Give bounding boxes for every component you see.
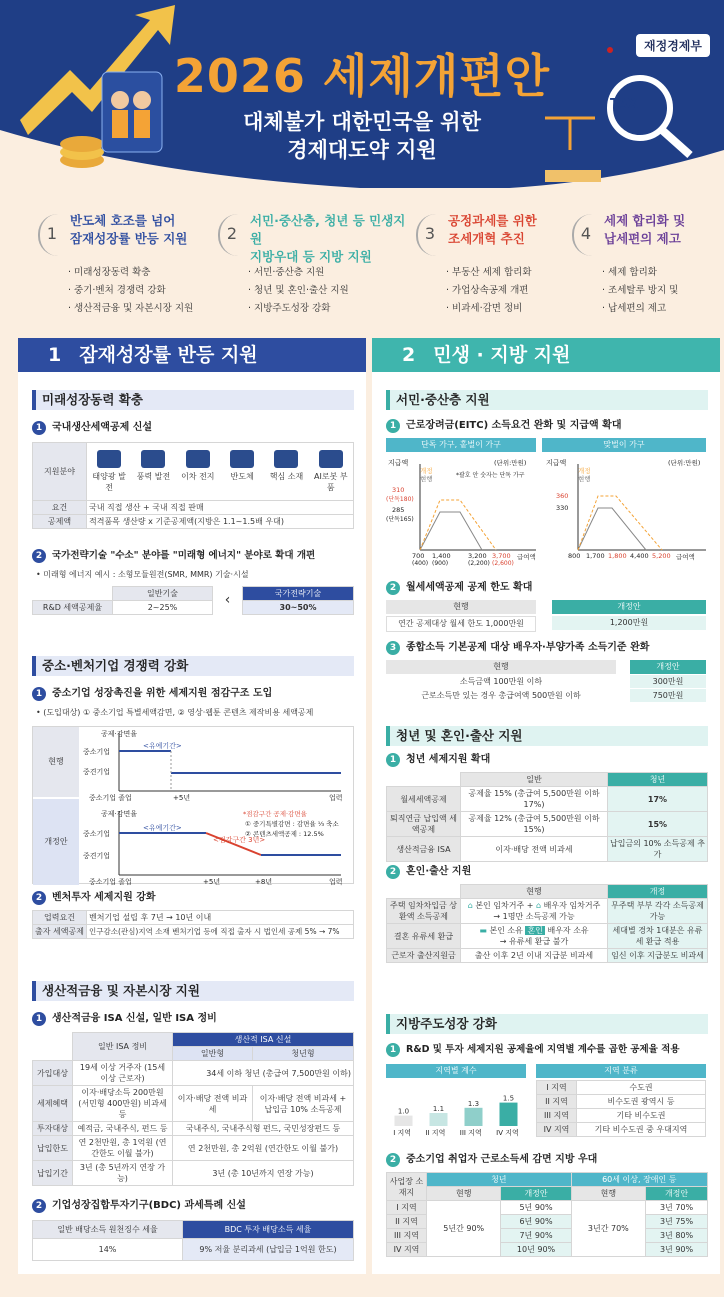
region-class-table: I 지역 수도권 II 지역 비수도권 광역시 등 III 지역 기타 비수도권 IV 지역 기타 비수도권 중 우대지역	[536, 1080, 706, 1137]
material-icon	[274, 450, 298, 468]
coef-bar-label: 1.0	[397, 1107, 410, 1116]
house-icon: ⌂	[467, 901, 473, 910]
less-than-icon: ‹	[224, 592, 231, 608]
chip-icon	[230, 450, 254, 468]
coef-bar-label: 1.5	[502, 1094, 515, 1103]
item-bdc: 2 기업성장집합투자기구(BDC) 과세특례 신설	[32, 1198, 360, 1214]
pillar-4	[572, 212, 724, 332]
right-column: 2 민생 · 지방 지원 서민·중산층 지원 1 근로장려금(EITC) 소득요건 완화 및 지급액 확대 단독 가구, 홑벌이 가구 맞벌이 가구 지급액 개정 현행 (단위:만원) *괄호 안 숫자는 단독 가구 310 (단독180) 285 (단독165) 700 (400) 1,400 (900) 3,200 (2,200) 3,700 (2,600) 급여액 지급액 개정 현행 (단위:만원) 360 330 800 1,700 1,800 4,400 5,200 급여액 2 월세세액공제 공제 한도 확대 현행 개정안 연간 공제대상 월세 한도 1,000만원 1,200만원 3 종합소득 기본공제 대상 배우자·부양가족 소득기준 완화 현행 개정안 소득금액 100만원 이하 근로소득만 있는 경우 총급여액 500만원 이하 300만원 750만원 청년 및 혼인·출산 지원 1 청년 세제지원 확대 일반 청년 월세세액공제 공제율 15% (총급여 5,500만원 이하 17%) 17% 퇴직연금 납입액 세액공제 공제율 12% (총급여 5,500만원 이하 15%) 15% 생산적금융 ISA 이자·배당 전액 비과세 납입금의 10% 소득공제 추가 2 혼인·출산 지원 현행 개정 주택 임차차입금 상환액 소득공제 ⌂ 본인 임차거주 + ⌂ 배우자 임차거주 → 1명만 소득공제 가능 무주택 부부 각각 소득공제 가능 결혼 유류세 환급 ▬ 본인 소유 혼인 배우자 소유 → 유류세 환급 불가 세대별 경차 1대분은 유류세 환급 적용 근로자 출산지원금 출산 이후 2년 이내 지급분 비과세 임신 이후 지급분도 비과세 지방주도성장 강화 1 R&D 및 투자 세제지원 공제율에 지역별 계수를 곱한 공제율 적용 지역별 계수 지역 분류 1.0 1.1 1.3 1.5 I 지역 II 지역 III 지역 IV 지역 I 지역 수도권 II 지역 비수도권 광역시 등 III 지역 기타 비수도권 IV 지역 기타 비수도권 중 우대지역 2 중소기업 취업자 근로소득세 감면 지방 우대 사업장 소재지 청년 60세 이상, 장애인 등 현행 개정안 현행 개정안 I 지역 5년간 90% 5년 90% 3년간 70% 3년 70% II 지역 6년 90% 3년 75% III 지역 7년 90% 3년 80% IV 지역 10년 90% 3년 90%	[372, 338, 720, 1274]
pillar-number: 2	[218, 214, 244, 256]
left-banner: 1 잠재성장률 반등 지원	[18, 338, 366, 372]
tax-badge: TAX	[610, 97, 638, 112]
section-sme-venture: 중소·벤처기업 경쟁력 강화	[32, 656, 354, 676]
pillar-list: · 세제 합리화 · 조세탈루 방지 및 · 납세편의 제고	[602, 264, 678, 318]
strategic-note: • 미래형 에너지 예시 : 소형모듈원전(SMR, MMR) 기술·시설	[36, 570, 249, 579]
marriage-table: 현행 개정 주택 임차차입금 상환액 소득공제 ⌂ 본인 임차거주 + ⌂ 배우자 임차거주 → 1명만 소득공제 가능 무주택 부부 각각 소득공제 가능 결혼 유류세 환급 ▬ 본인 소유 혼인 배우자 소유 → 유류세 환급 불가 세대별 경차 1대분은 유류세 환급 적용 근로자 출산지원금 출산 이후 2년 이내 지급분 비과세 임신 이후 지급분도 비과세	[386, 884, 708, 963]
solar-icon	[97, 450, 121, 468]
item-rent-credit: 2 월세세액공제 공제 한도 확대	[386, 580, 714, 596]
eitc-group-dual: 맞벌이 가구	[542, 438, 706, 452]
pillar-3	[416, 212, 594, 332]
item-sme-tapering: 1 중소기업 성장촉진을 위한 세제지원 점감구조 도입	[32, 686, 360, 702]
pillar-list: · 부동산 세제 합리화 · 가업상속공제 개편 · 비과세·감면 정비	[446, 264, 532, 318]
subtitle-line2: 경제대도약 지원	[287, 138, 437, 162]
section-low-middle-income: 서민·중산층 지원	[386, 390, 708, 410]
pillar-title: 반도체 호조를 넘어 잠재성장률 반등 지원	[70, 213, 188, 246]
coef-bar	[500, 1103, 518, 1126]
sme-worker-table: 사업장 소재지 청년 60세 이상, 장애인 등 현행 개정안 현행 개정안 I 지역 5년간 90% 5년 90% 3년간 70% 3년 70% II 지역 6년 90% 3년 75% III 지역 7년 90% 3년 80% IV 지역 10년 90% 3년 90%	[386, 1172, 708, 1257]
left-column	[18, 338, 366, 1274]
right-banner: 2 민생 · 지방 지원	[372, 338, 720, 372]
item-marriage-birth: 2 혼인·출산 지원	[386, 864, 714, 880]
pillar-title: 공정과세를 위한 조세개혁 추진	[448, 213, 537, 246]
item-eitc: 1 근로장려금(EITC) 소득요건 완화 및 지급액 확대	[386, 418, 714, 434]
item-youth-support: 1 청년 세제지원 확대	[386, 752, 714, 768]
item-sme-worker: 2 중소기업 취업자 근로소득세 감면 지방 우대	[386, 1152, 714, 1168]
pillar-title: 세제 합리화 및 납세편의 제고	[604, 213, 686, 246]
eitc-charts	[386, 454, 708, 564]
item-isa: 1 생산적금융 ISA 신설, 일반 ISA 정비	[32, 1011, 360, 1027]
section-productive-finance: 생산적금융 및 자본시장 지원	[32, 981, 354, 1001]
ministry-logo: 재정경제부	[636, 34, 710, 57]
production-credit-table: 지원분야 태양광 발전 풍력 발전 이차 전지 반도체 핵심 소재 AI로봇 부품 요건 국내 직접 생산 + 국내 직접 판매 공제액 적격품목 생산량 x 기준공제액(지방은 1.1~1.5배 우대)	[32, 442, 354, 529]
page-title: 2026 세제개편안	[173, 49, 551, 103]
tapering-note: • (도입대상) ① 중소기업 특별세액감면, ② 영상·웹툰 콘텐츠 제작비용 세액공제	[36, 708, 314, 717]
item-strategic-tech: 2 국가전략기술 "수소" 분야를 "미래형 에너지" 분야로 확대 개편	[32, 548, 360, 564]
item-venture-invest: 2 벤처투자 세제지원 강화	[32, 890, 360, 906]
item-dependent-income: 3 종합소득 기본공제 대상 배우자·부양가족 소득기준 완화	[386, 640, 714, 656]
coef-bar-label: 1.1	[432, 1105, 445, 1113]
section-regional-growth: 지방주도성장 강화	[386, 1014, 708, 1034]
coef-bar-label: 1.3	[467, 1099, 480, 1108]
section-youth-marriage: 청년 및 혼인·출산 지원	[386, 726, 708, 746]
isa-table: 일반 ISA 정비 생산적 ISA 신설 일반형 청년형 가입대상 19세 이상 거주자 (15세 이상 근로자) 34세 이하 청년 (총급여 7,500만원 이하) 세제혜택 이자·배당소득 200만원 (서민형 400만원) 비과세 등 이자·배당 전액 비과세 이자·배당 전액 비과세 + 납입금 10% 소득공제 투자대상 예적금, 국내주식, 펀드 등 국내주식, 국내주식형 펀드, 국민성장펀드 등 납입한도 연 2천만원, 총 1억원 (연간한도 이월 불가) 연 2천만원, 총 2억원 (연간한도 이월 불가) 납입기간 3년 (총 5년까지 연장 가능) 3년 (총 10년까지 연장 가능)	[32, 1032, 354, 1186]
bdc-table: 일반 배당소득 원천징수 세율 BDC 투자 배당소득 세율 14% 9% 저율 분리과세 (납입금 1억원 한도)	[32, 1220, 354, 1261]
item-domestic-production-credit: 1 국내생산세액공제 신설	[32, 420, 360, 436]
pillar-2	[218, 212, 406, 332]
pillar-number: 1	[38, 214, 64, 256]
pillar-list: · 미래성장동력 확충 · 중기·벤처 경쟁력 강화 · 생산적금융 및 자본시장 지원	[68, 264, 193, 318]
battery-icon	[186, 450, 210, 468]
rd-credit-table: 일반기술 ‹ 국가전략기술 R&D 세액공제율 2~25% 30~50%	[32, 586, 354, 615]
car-icon: ▬	[479, 926, 487, 935]
subtitle-line1: 대체불가 대한민국을 위한	[243, 110, 481, 134]
coef-bar	[395, 1116, 413, 1126]
wind-icon	[141, 450, 165, 468]
tapering-diagram: 현행 개정안 공제·감면율 중소기업 중견기업 <유예기간> 중소기업 졸업 +5년 업력 공제·감면율 중소기업 중견기업 <유예기간> <점감구간 3년> *점감구간 공제·감면율 ① 중기특별감면 : 감면율 ⅓ 축소 ② 콘텐츠세액공제 : 12.5% 중소기업 졸업 +5년 +8년 업력	[32, 726, 354, 884]
coef-chart-labels: I 지역 II 지역 III 지역 IV 지역	[393, 1129, 519, 1137]
pillar-1	[38, 212, 216, 332]
item-regional-coef: 1 R&D 및 투자 세제지원 공제율에 지역별 계수를 곱한 공제율 적용	[386, 1042, 714, 1058]
coef-bar	[430, 1113, 448, 1126]
hero-banner	[0, 0, 724, 188]
house-icon: ⌂	[536, 901, 542, 910]
robot-icon	[319, 450, 343, 468]
pillar-number: 3	[416, 214, 442, 256]
pillar-number: 4	[572, 214, 598, 256]
tapering-chart	[81, 727, 353, 885]
section-future-growth: 미래성장동력 확충	[32, 390, 354, 410]
eitc-group-single: 단독 가구, 홑벌이 가구	[386, 438, 536, 452]
pillars	[0, 188, 724, 338]
venture-table: 업력요건 벤처기업 설립 후 7년 → 10년 이내 출자 세액공제 인구감소(관심)지역 소재 벤처기업 등에 직접 출자 시 법인세 공제 5% → 7%	[32, 910, 354, 939]
coef-bar	[465, 1108, 483, 1126]
youth-table: 일반 청년 월세세액공제 공제율 15% (총급여 5,500만원 이하 17%) 17% 퇴직연금 납입액 세액공제 공제율 12% (총급여 5,500만원 이하 15%) 15% 생산적금융 ISA 이자·배당 전액 비과세 납입금의 10% 소득공제 추가	[386, 772, 708, 862]
pillar-list: · 서민·중산층 지원 · 청년 및 혼인·출산 지원 · 지방주도성장 강화	[248, 264, 349, 318]
pillar-title: 서민·중산층, 청년 등 민생지원 지방우대 등 지방 지원	[250, 213, 406, 264]
